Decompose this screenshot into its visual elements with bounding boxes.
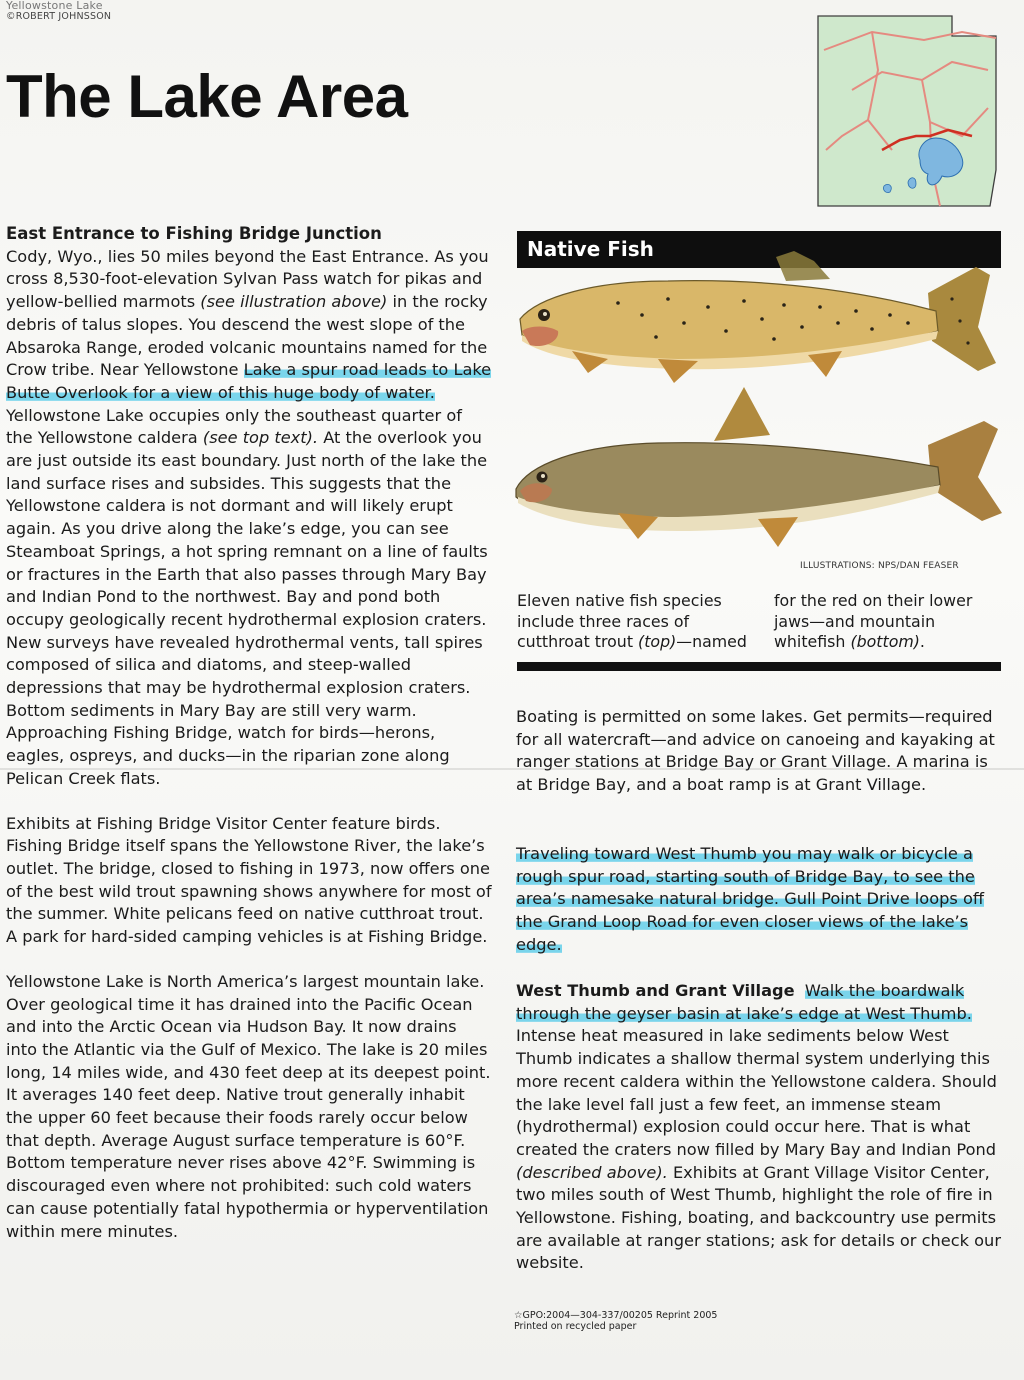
native-fish-illustration	[508, 245, 1008, 575]
highlighted-text: Lake a spur road leads to Lake Butte Overlook for a view of this huge body of water.	[6, 360, 492, 402]
highlighted-text: Traveling toward West Thumb you may walk or bicycle a rough spur road, starting south of Bridge Bay, to see the area’s namesake natural bridge. Gull Point Drive loops off the Grand Loop Road for even closer views of the lake’s edge.	[516, 844, 985, 954]
paragraph-boating: Boating is permitted on some lakes. Get permits—required for all watercraft—and advice on canoeing and kayaking at ranger stations at Bridge Bay or Grant Village. A marina is at Bridge Bay, and a boat ramp is at Grant Village.	[516, 707, 995, 795]
paragraph-yellowstone-lake: Yellowstone Lake is North America’s largest mountain lake. Over geological time it has drained into the Pacific Ocean and into the Arctic Ocean via Hudson Bay. It now drains into the Atlantic via the Gulf of Mexico. The lake is 20 miles long, 14 miles wide, and 430 feet deep at its deepest point. It averages 140 feet deep. Native trout generally inhabit the upper 60 feet because their foods rarely occur below that depth. Average August surface temperature is 60°F. Bottom temperature never rises above 42°F. Swimming is discouraged even where not prohibited: such cold waters can cause potentially fatal hypothermia or hyperventilation within mere minutes.	[6, 971, 491, 1241]
page-title: The Lake Area	[6, 63, 408, 130]
yellowstone-map-icon	[812, 10, 1008, 215]
left-column	[6, 223, 492, 1243]
highlighted-text: Walk the boardwalk through the geyser basin at lake’s edge at West Thumb.	[516, 981, 972, 1023]
section-heading-west-thumb: West Thumb and Grant Village	[516, 981, 795, 1000]
photo-credit	[6, 0, 111, 22]
gpo-code: ☆GPO:2004—304-337/00205 Reprint 2005	[514, 1310, 718, 1321]
section-divider	[517, 662, 1001, 671]
recycled-note: Printed on recycled paper	[514, 1321, 637, 1332]
print-footnote	[514, 1310, 717, 1332]
native-fish-header: Native Fish	[517, 231, 1001, 268]
mountain-whitefish-icon	[516, 387, 1002, 547]
paragraph-west-thumb-spur	[516, 843, 1008, 957]
illustration-credit: ILLUSTRATIONS: NPS/DAN FEASER	[800, 561, 959, 571]
cutthroat-trout-icon	[520, 251, 996, 383]
photo-caption: Yellowstone Lake	[6, 0, 103, 12]
paragraph-east-entrance: Cody, Wyo., lies 50 miles beyond the East Entrance. As you cross 8,530-foot-elevation Sylvan Pass watch for pikas and yellow-bellied marmots (see illustration above) in the rocky debris of talus slopes. You descend the west slope of the Absaroka Range, eroded volcanic mountains named for the Crow tribe. Near Yellowstone Lake a spur road leads to Lake Butte Overlook for a view of this huge body of water. Yellowstone Lake occupies only the southeast quarter of the Yellowstone caldera (see top text). At the overlook you are just outside its east boundary. Just north of the lake the land surface rises and subsides. This suggests that the Yellowstone caldera is not dormant and will likely erupt again. As you drive along the lake’s edge, you can see Steamboat Springs, a hot spring remnant on a line of faults or fractures in the Earth that also passes through Mary Bay and Indian Pond to the northwest. Bay and pond both occupy geologically recent hydrothermal explosion craters. New surveys have revealed hydrothermal vents, tall spires composed of silica and diatoms, and steep-walled depressions that may be hydrothermal explosion craters. Bottom sediments in Mary Bay are still very warm. Approaching Fishing Bridge, watch for birds—herons, eagles, ospreys, and ducks—in the riparian zone along Pelican Creek flats.	[6, 246, 492, 788]
fish-caption-right: for the red on their lower jaws—and mountain whitefish (bottom).	[774, 591, 973, 651]
paragraph-west-thumb-grant: West Thumb and Grant Village Walk the boardwalk through the geyser basin at lake’s edge at West Thumb. Intense heat measured in lake sediments below West Thumb indicates a shallow thermal system underlying this more recent caldera within the Yellowstone caldera. Should the lake level fall just a few feet, an immense steam (hydrothermal) explosion could occur here. That is what created the craters now filled by Mary Bay and Indian Pond (described above). Exhibits at Grant Village Visitor Center, two miles south of West Thumb, highlight the role of fire in Yellowstone. Fishing, boating, and backcountry use permits are available at ranger stations; ask for details or check our website.	[516, 981, 1001, 1273]
photographer: ©ROBERT JOHNSSON	[6, 11, 112, 22]
paragraph-fishing-bridge: Exhibits at Fishing Bridge Visitor Center feature birds. Fishing Bridge itself spans the Yellowstone River, the lake’s outlet. The bridge, closed to fishing in 1973, now offers one of the best wild trout spawning shows anywhere for most of the summer. White pelicans feed on native cutthroat trout. A park for hard-sided camping vehicles is at Fishing Bridge.	[6, 813, 492, 947]
section-heading-east-entrance: East Entrance to Fishing Bridge Junction	[6, 224, 382, 243]
fish-caption-left: Eleven native fish species include three races of cutthroat trout (top)—named	[517, 591, 747, 651]
